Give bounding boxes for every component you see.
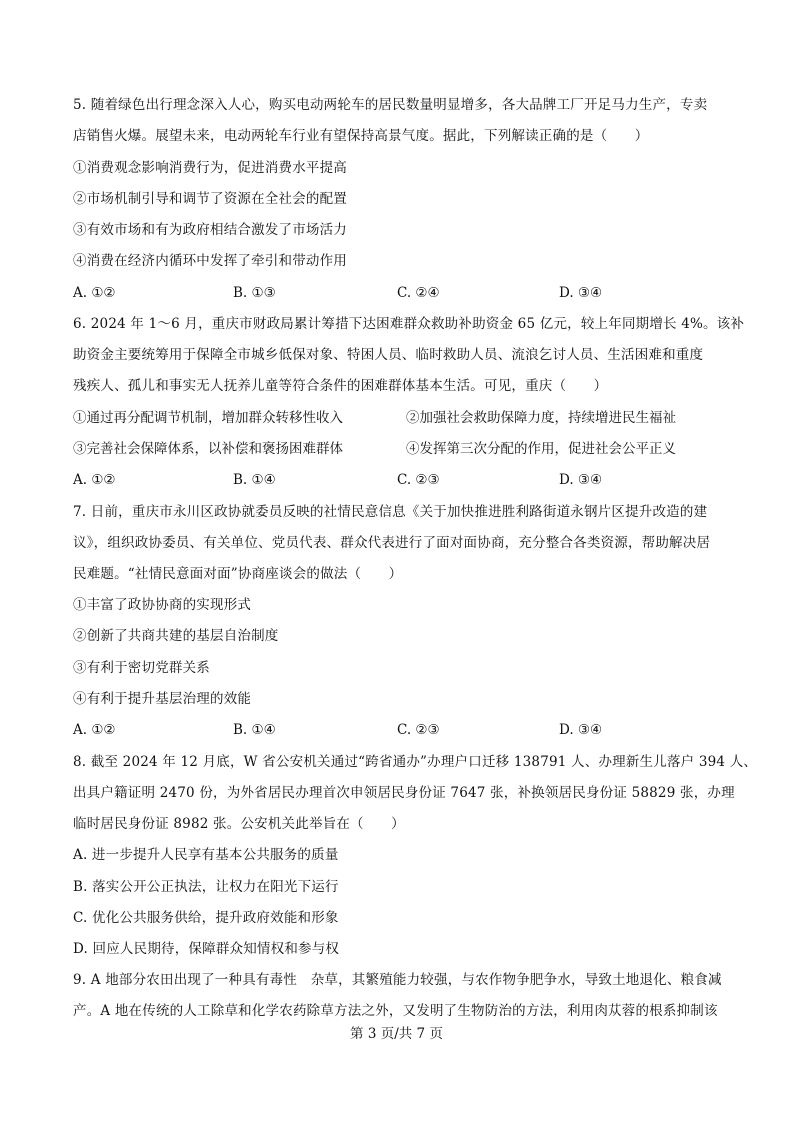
q7-stem-line-3: 民难题。“社情民意面对面”协商座谈会的做法（ ）: [73, 566, 403, 582]
q6-statement-1: ①通过再分配调节机制，增加群众转移性收入: [73, 410, 343, 426]
q5-option-d[interactable]: D. ③④: [559, 285, 603, 301]
q6-option-a[interactable]: A. ①②: [73, 472, 116, 488]
q5-statement-3: ③有效市场和有为政府相结合激发了市场活力: [73, 222, 347, 238]
q5-stem-line-1: 5. 随着绿色出行理念深入人心，购买电动两轮车的居民数量明显增多，各大品牌工厂开足马力生产，专卖: [73, 97, 708, 113]
q7-options: [73, 722, 733, 738]
q5-statement-2: ②市场机制引导和调节了资源在全社会的配置: [73, 191, 347, 207]
q7-option-d[interactable]: D. ③④: [559, 722, 603, 738]
q8-stem-line-2: 出具户籍证明 2470 份，为外省居民办理首次申领居民身份证 7647 张，补换领居民身份证 58829 张，办理: [73, 785, 735, 801]
q6-options: [73, 472, 733, 488]
q7-option-b[interactable]: B. ①④: [233, 722, 276, 738]
q8-option-c[interactable]: C. 优化公共服务供给，提升政府效能和形象: [73, 910, 339, 926]
q5-option-b[interactable]: B. ①③: [233, 285, 276, 301]
q6-option-d[interactable]: D. ③④: [559, 472, 603, 488]
q8-option-b[interactable]: B. 落实公开公正执法，让权力在阳光下运行: [73, 879, 339, 895]
q6-option-c[interactable]: C. ②③: [397, 472, 440, 488]
q6-statement-4: ④发挥第三次分配的作用，促进社会公平正义: [406, 441, 676, 457]
page-number: 第 3 页/共 7 页: [350, 1026, 443, 1042]
q5-option-a[interactable]: A. ①②: [73, 285, 116, 301]
q5-statement-1: ①消费观念影响消费行为，促进消费水平提高: [73, 160, 347, 176]
q7-stem-line-2: 议》，组织政协委员、有关单位、党员代表、群众代表进行了面对面协商，充分整合各类资源，帮助解决居: [73, 535, 711, 551]
q8-option-a[interactable]: A. 进一步提升人民享有基本公共服务的质量: [73, 847, 339, 863]
q9-stem-line-2: 产。A 地在传统的人工除草和化学农药除草方法之外，又发明了生物防治的方法，利用肉苁蓉的根系抑制该: [73, 1003, 718, 1019]
q8-option-d[interactable]: D. 回应人民期待，保障群众知情权和参与权: [73, 941, 340, 957]
q7-option-a[interactable]: A. ①②: [73, 722, 116, 738]
q6-stem-line-3: 残疾人、孤儿和事实无人抚养儿童等符合条件的困难群体基本生活。可见，重庆（ ）: [73, 378, 608, 394]
q6-statement-3: ③完善社会保障体系，以补偿和褒扬困难群体: [73, 441, 343, 457]
q8-stem-line-1: 8. 截至 2024 年 12 月底，W 省公安机关通过“跨省通办”办理户口迁移 138791 人、办理新生儿落户 394 人、: [73, 754, 758, 770]
q6-statements-row-2: [73, 441, 753, 457]
q5-stem-line-2: 店销售火爆。展望未来，电动两轮车行业有望保持高景气度。据此，下列解读正确的是（ ）: [73, 128, 649, 144]
q5-statement-4: ④消费在经济内循环中发挥了牵引和带动作用: [73, 253, 347, 269]
q7-statement-4: ④有利于提升基层治理的效能: [73, 691, 252, 707]
q7-option-c[interactable]: C. ②③: [397, 722, 440, 738]
q8-stem-line-3: 临时居民身份证 8982 张。公安机关此举旨在（ ）: [73, 816, 405, 832]
q6-statement-2: ②加强社会救助保障力度，持续增进民生福祉: [406, 410, 676, 426]
q5-options: [73, 285, 733, 301]
q7-statement-2: ②创新了共商共建的基层自治制度: [73, 628, 279, 644]
q9-stem-line-1: 9. A 地部分农田出现了一种具有毒性 杂草，其繁殖能力较强，与农作物争肥争水，导致土地退化、粮食减: [73, 972, 722, 988]
q7-stem-line-1: 7. 日前，重庆市永川区政协就委员反映的社情民意信息《关于加快推进胜利路街道永钢片区提升改造的建: [73, 504, 708, 520]
q6-stem-line-1: 6. 2024 年 1～6 月，重庆市财政局累计筹措下达困难群众救助补助资金 65 亿元，较上年同期增长 4%。该补: [73, 316, 745, 332]
q6-stem-line-2: 助资金主要统筹用于保障全市城乡低保对象、特困人员、临时救助人员、流浪乞讨人员、生活困难和重度: [73, 347, 704, 363]
q7-statement-1: ①丰富了政协协商的实现形式: [73, 597, 252, 613]
q5-option-c[interactable]: C. ②④: [397, 285, 440, 301]
q6-statements-row-1: [73, 410, 753, 426]
q7-statement-3: ③有利于密切党群关系: [73, 660, 210, 676]
q6-option-b[interactable]: B. ①④: [233, 472, 276, 488]
